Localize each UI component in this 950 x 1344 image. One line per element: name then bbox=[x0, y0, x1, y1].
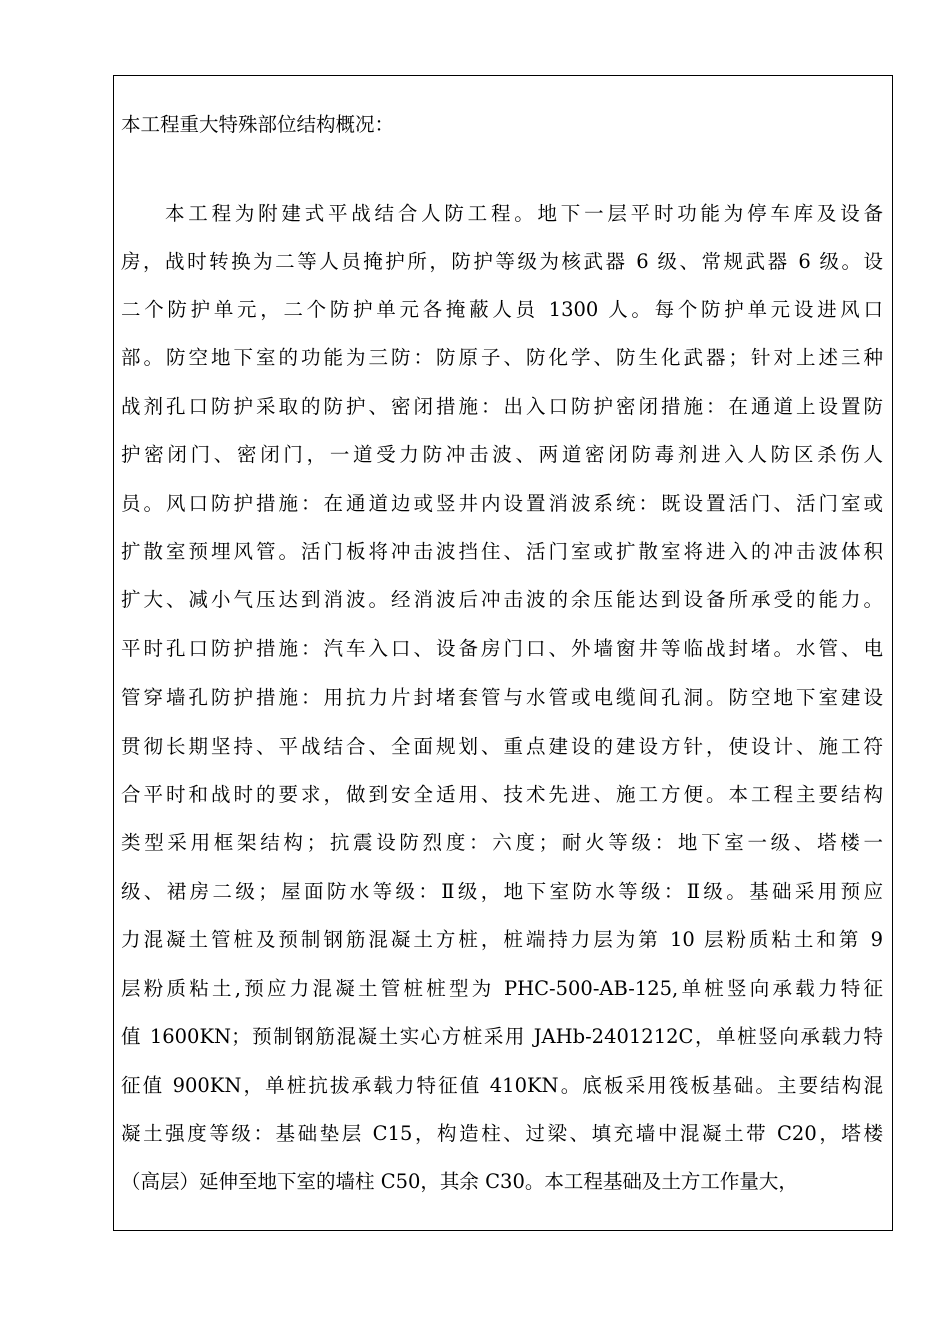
section-heading: 本工程重大特殊部位结构概况： bbox=[121, 113, 395, 136]
body-line: 护密闭门、密闭门，一道受力防冲击波、两道密闭防毒剂进入人防区杀伤人 bbox=[121, 443, 883, 466]
body-line: 二个防护单元，二个防护单元各掩蔽人员 1300 人。每个防护单元设进风口 bbox=[121, 298, 883, 321]
body-line: 凝土强度等级：基础垫层 C15，构造柱、过梁、填充墙中混凝土带 C20，塔楼 bbox=[121, 1122, 883, 1145]
body-line: 力混凝土管桩及预制钢筋混凝土方桩，桩端持力层为第 10 层粉质粘土和第 9 bbox=[121, 928, 883, 951]
body-line: 部。防空地下室的功能为三防：防原子、防化学、防生化武器；针对上述三种 bbox=[121, 346, 883, 369]
body-line: 贯彻长期坚持、平战结合、全面规划、重点建设的建设方针，使设计、施工符 bbox=[121, 735, 883, 758]
body-line: 值 1600KN；预制钢筋混凝土实心方桩采用 JAHb-2401212C，单桩竖向承载力特 bbox=[121, 1025, 883, 1048]
body-line: 类型采用框架结构；抗震设防烈度：六度；耐火等级：地下室一级、塔楼一 bbox=[121, 831, 883, 854]
body-line: 房，战时转换为二等人员掩护所，防护等级为核武器 6 级、常规武器 6 级。设 bbox=[121, 250, 883, 273]
body-line: 级、裙房二级；屋面防水等级：Ⅱ级，地下室防水等级：Ⅱ级。基础采用预应 bbox=[121, 880, 883, 903]
body-line: 员。风口防护措施：在通道边或竖井内设置消波系统：既设置活门、活门室或 bbox=[121, 492, 883, 515]
body-line: （高层）延伸至地下室的墙柱 C50，其余 C30。本工程基础及土方工作量大， bbox=[121, 1170, 798, 1193]
body-line: 管穿墙孔防护措施：用抗力片封堵套管与水管或电缆间孔洞。防空地下室建设 bbox=[121, 686, 883, 709]
body-line: 战剂孔口防护采取的防护、密闭措施：出入口防护密闭措施：在通道上设置防 bbox=[121, 395, 883, 418]
body-line: 扩大、减小气压达到消波。经消波后冲击波的余压能达到设备所承受的能力。 bbox=[121, 588, 883, 611]
body-line: 层粉质粘土,预应力混凝土管桩桩型为 PHC-500-AB-125,单桩竖向承载力特征 bbox=[121, 977, 883, 1000]
body-line: 扩散室预埋风管。活门板将冲击波挡住、活门室或扩散室将进入的冲击波体积 bbox=[121, 540, 883, 563]
body-line: 合平时和战时的要求，做到安全适用、技术先进、施工方便。本工程主要结构 bbox=[121, 783, 883, 806]
body-line: 征值 900KN，单桩抗拔承载力特征值 410KN。底板采用筏板基础。主要结构混 bbox=[121, 1074, 883, 1097]
body-line: 平时孔口防护措施：汽车入口、设备房门口、外墙窗井等临战封堵。水管、电 bbox=[121, 637, 883, 660]
body-line: 本工程为附建式平战结合人防工程。地下一层平时功能为停车库及设备 bbox=[165, 202, 883, 225]
